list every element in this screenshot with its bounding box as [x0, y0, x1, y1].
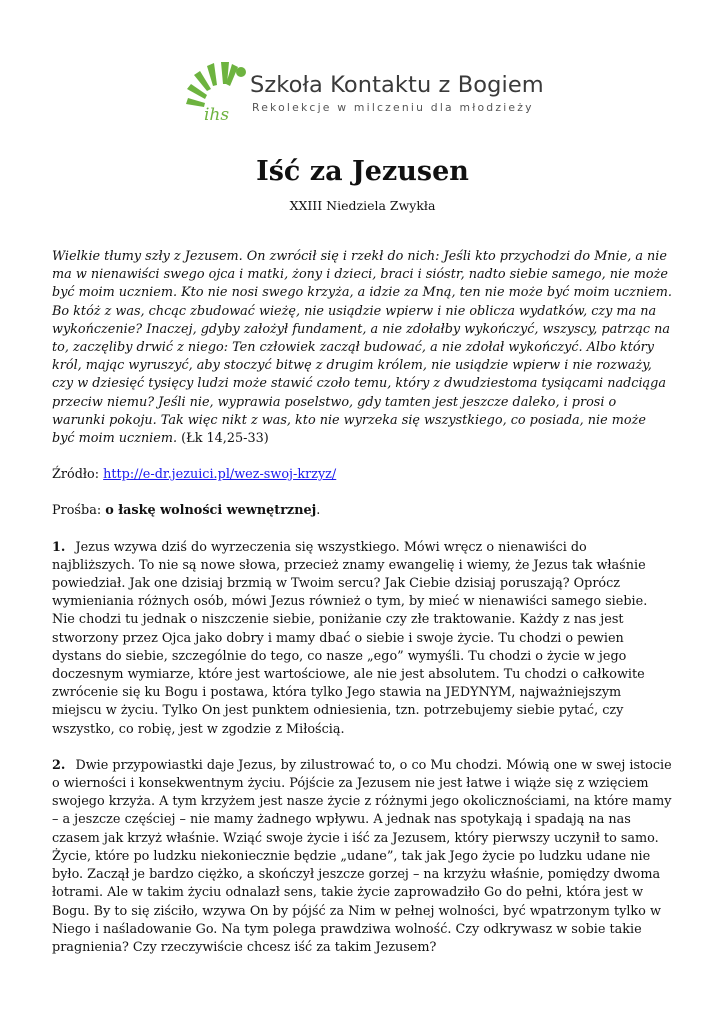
logo-subtitle: Rekolekcje w milczeniu dla młodzieży: [252, 101, 534, 114]
prosba-text: o łaskę wolności wewnętrznej: [105, 503, 317, 519]
logo-title: Szkoła Kontaktu z Bogiem: [250, 72, 544, 98]
point-paragraph-1: [52, 539, 672, 739]
point-paragraph-2: [52, 757, 672, 957]
page-subtitle: XXIII Niedziela Zwykła: [289, 198, 436, 213]
sun-rays-logo-icon: [185, 58, 253, 126]
source-paragraph: [52, 466, 672, 484]
quote-reference: (Łk 14,25-33): [181, 431, 269, 447]
logo-mark-text: ihs: [204, 105, 230, 125]
article-body: [52, 248, 672, 975]
gospel-quote-paragraph: [52, 248, 672, 448]
prosba-end: .: [316, 503, 321, 519]
source-label: Źródło:: [52, 467, 100, 483]
point-number: 1.: [52, 539, 66, 555]
gospel-quote: Wielkie tłumy szły z Jezusem. On zwrócił się i rzekł do nich: Jeśli kto przychodzi do Mnie, a nie ma w nienawiści swego ojca i matki, żony i dzieci, braci i sióstr, nadto siebie samego, nie może być moim uczniem. Kto nie nosi swego krzyża, a idzie za Mną, ten nie może być moim uczniem. Bo któż z was, chcąc zbudować wieżę, nie usiądzie wpierw i nie oblicza wydatków, czy ma na wykończenie? Inaczej, gdyby założył fundament, a nie zdołałby wykończyć, wszyscy, patrząc na to, zaczęliby drwić z niego: Ten człowiek zaczął budować, a nie zdołał wykończyć. Albo który król, mając wyruszyć, aby stoczyć bitwę z drugim królem, nie usiądzie wpierw i nie rozważy, czy w dziesięć tysięcy ludzi może stawić czoło temu, który z dwudziestoma tysiącami nadciąga przeciw niemu? Jeśli nie, wyprawia poselstwo, gdy tamten jest jeszcze daleko, i prosi o warunki pokoju. Tak więc nikt z was, kto nie wyrzeka się wszystkiego, co posiada, nie może być moim uczniem.: [52, 249, 672, 447]
point-number: 2.: [52, 757, 66, 773]
page-title: Iść za Jezusen: [256, 156, 469, 187]
prosba-paragraph: [52, 502, 672, 520]
point-text: Dwie przypowiastki daje Jezus, by zilustrować to, o co Mu chodzi. Mówią one w swej istocie o wierności i konsekwentnym życiu. Pójście za Jezusem nie jest łatwe i wiąże się z wzięciem swojego krzyża. A tym krzyżem jest nasze życie z różnymi jego okolicznościami, na które mamy – a jeszcze częściej – nie mamy żadnego wpływu. A jednak nas spotykają i spadają na nas czasem jak krzyż właśnie. Wziąć swoje życie i iść za Jezusem, który pierwszy uczynił to samo. Życie, które po ludzku niekoniecznie będzie „udane”, tak jak Jego życie po ludzku udane nie było. Zaczął je bardzo ciężko, a skończył jeszcze gorzej – na krzyżu właśnie, pomiędzy dwoma łotrami. Ale w takim życiu odnalazł sens, takie życie zaprowadziło Go do pełni, która jest w Bogu. By to się ziściło, wzywa On by pójść za Nim w pełnej wolności, być wpatrzonym tylko w Niego i naśladowanie Go. Na tym polega prawdziwa wolność. Czy odkrywasz w sobie takie pragnienia? Czy rzeczywiście chcesz iść za takim Jezusem?: [52, 757, 672, 955]
prosba-label: Prośba:: [52, 503, 102, 519]
point-text: Jezus wzywa dziś do wyrzeczenia się wszystkiego. Mówi wręcz o nienawiści do najbliższych. To nie są nowe słowa, przecież znamy ewangelię i wiemy, że Jezus tak właśnie powiedział. Jak one dzisiaj brzmią w Twoim sercu? Jak Ciebie dzisiaj poruszają? Oprócz wymieniania różnych osób, mówi Jezus również o tym, by mieć w nienawiści samego siebie. Nie chodzi tu jednak o niszczenie siebie, poniżanie czy złe traktowanie. Każdy z nas jest stworzony przez Ojca jako dobry i mamy dbać o siebie i swoje życie. Tu chodzi o pewien dystans do siebie, szczególnie do tego, co nasze „ego” wymyśli. Tu chodzi o życie w jego doczesnym wymiarze, które jest wartościowe, ale nie jest absolutem. Tu chodzi o całkowite zwrócenie się ku Bogu i postawa, która tylko Jego stawia na JEDYNYM, najważniejszym miejscu w życiu. Tylko On jest punktem odniesienia, tzn. potrzebujemy siebie pytać, czy wszystko, co robię, jest w zgodzie z Miłością.: [52, 539, 648, 737]
source-link[interactable]: http://e-dr.jezuici.pl/wez-swoj-krzyz/: [103, 467, 337, 483]
school-logo: [185, 58, 545, 128]
